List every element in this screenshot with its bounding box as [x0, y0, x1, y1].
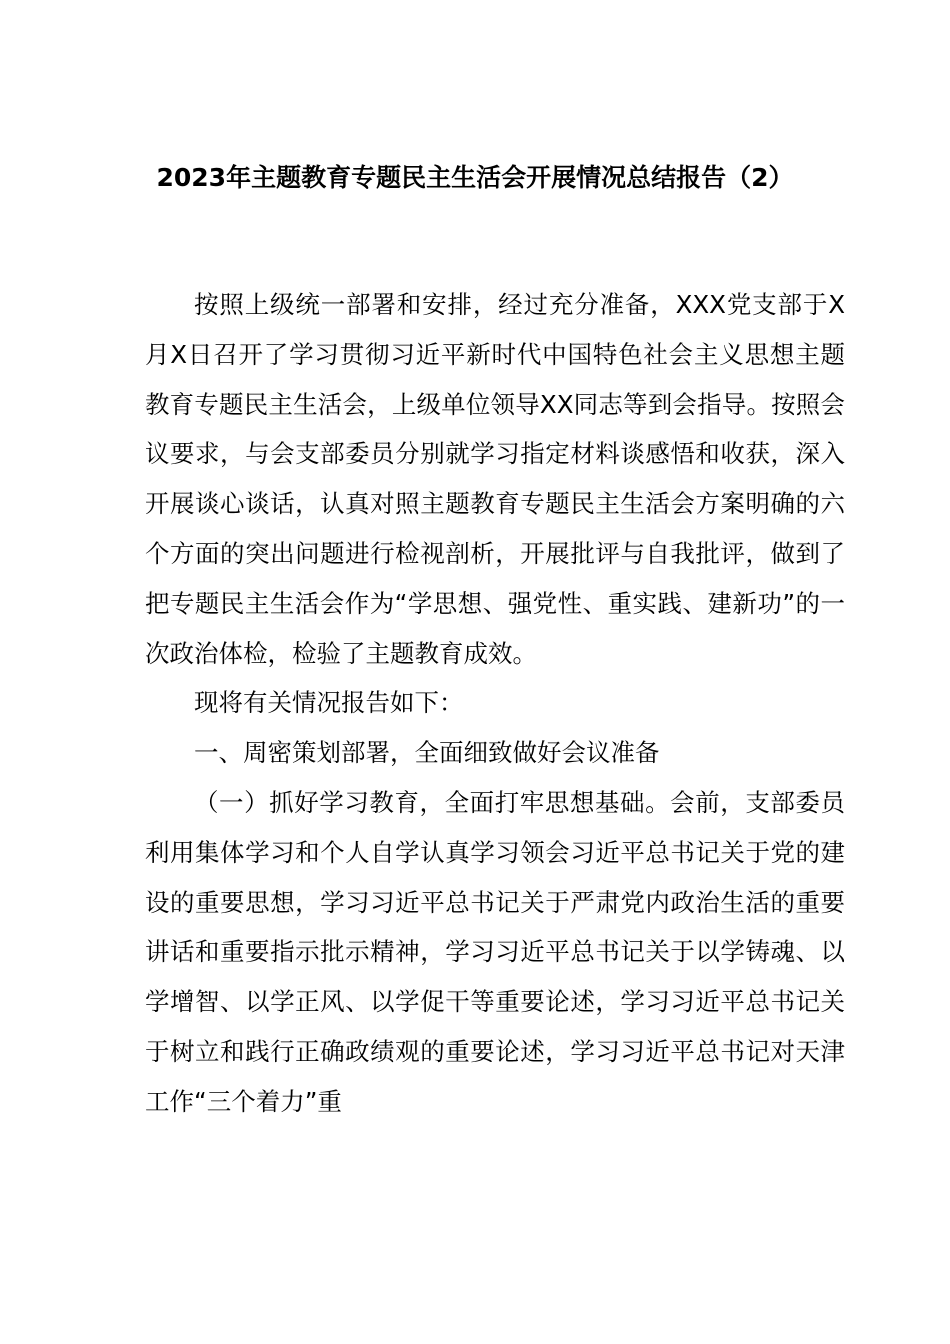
paragraph-subsection-1: （一）抓好学习教育，全面打牢思想基础。会前，支部委员利用集体学习和个人自学认真学习领会习近平总书记关于党的建设的重要思想，学习习近平总书记关于严肃党内政治生活的重要讲话和重要指示批示精神，学习习近平总书记关于以学铸魂、以学增智、以学正风、以学促干等重要论述，学习习近平总书记关于树立和践行正确政绩观的重要论述，学习习近平总书记对天津工作“三个着力”重 [145, 787, 845, 1116]
paragraph-intro: 按照上级统一部署和安排，经过充分准备，XXX党支部于X月X日召开了学习贯彻习近平新时代中国特色社会主义思想主题教育专题民主生活会，上级单位领导XX同志等到会指导。按照会议要求，与会支部委员分别就学习指定材料谈感悟和收获，深入开展谈心谈话，认真对照主题教育专题民主生活会方案明确的六个方面的突出问题进行检视剖析，开展批评与自我批评，做到了把专题民主生活会作为“学思想、强党性、重实践、建新功”的一次政治体检，检验了主题教育成效。 [145, 290, 845, 668]
document-body [145, 280, 845, 1127]
document-title: 2023年主题教育专题民主生活会开展情况总结报告（2） [156, 163, 794, 192]
section-heading-1: 一、周密策划部署，全面细致做好会议准备 [194, 738, 660, 768]
paragraph-report-lead: 现将有关情况报告如下： [194, 688, 464, 718]
